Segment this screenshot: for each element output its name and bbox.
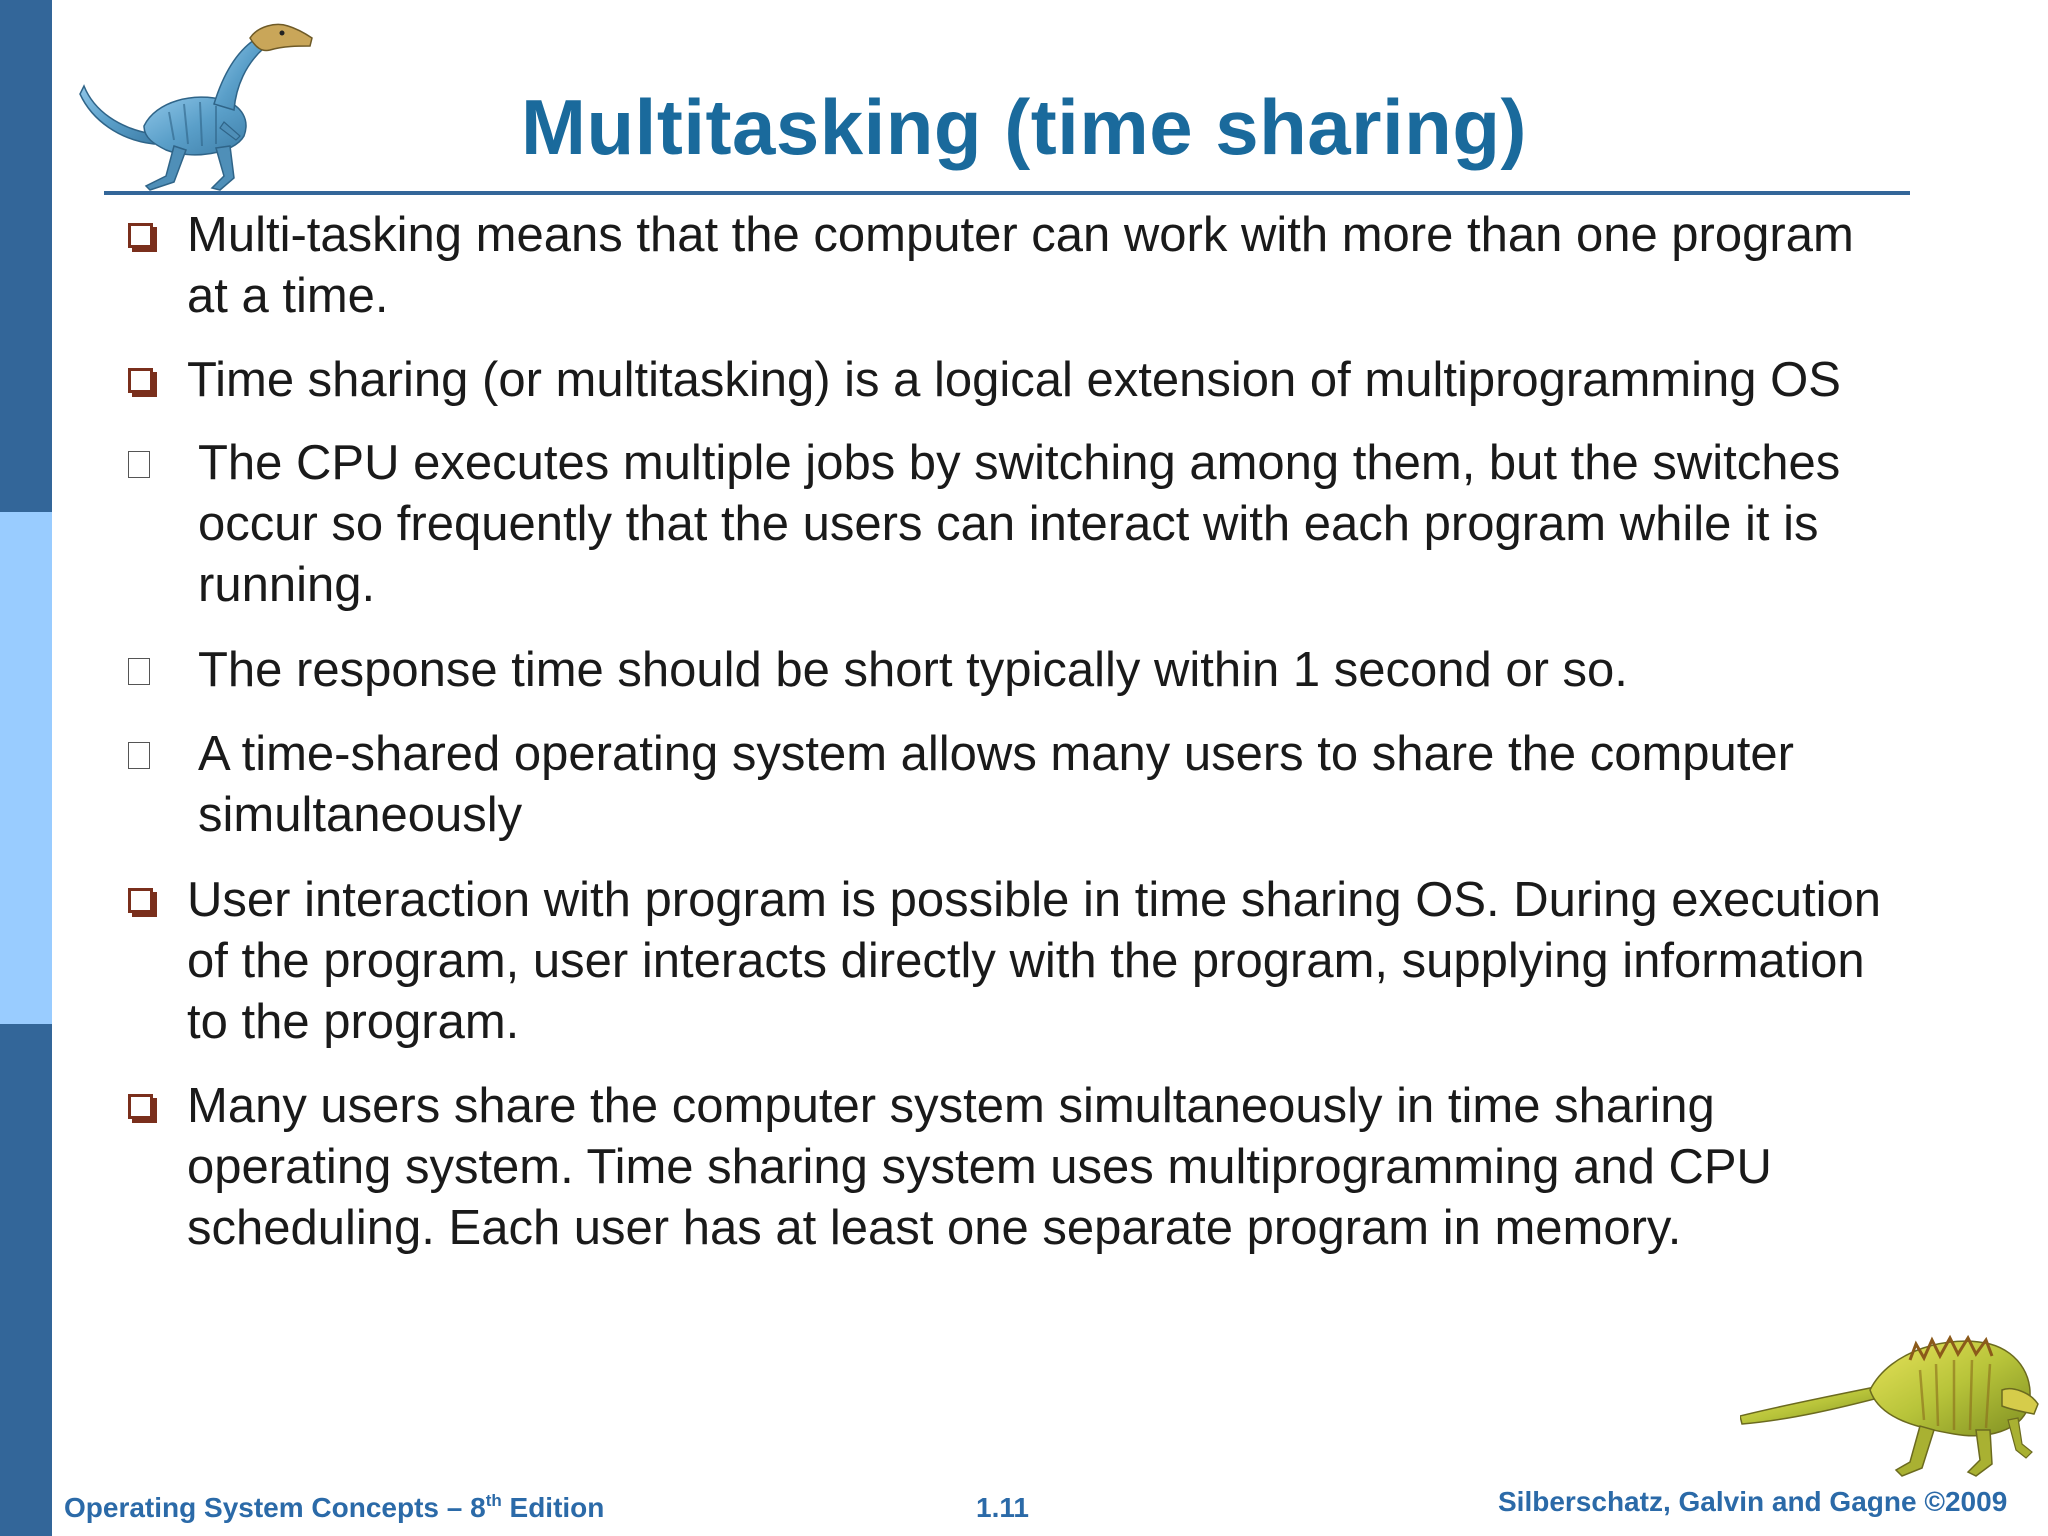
slide-title: Multitasking (time sharing) [521,83,1527,171]
bullet-marker-square [128,223,153,248]
bullet-line: operating system. Time sharing system uses multiprogramming and CPU [187,1140,1772,1194]
footer-edition-sup: th [485,1491,502,1510]
sub-bullet-marker [128,658,150,685]
bullet-item [187,350,1841,411]
bullet-line: A time-shared operating system allows many users to share the computer [198,727,1794,781]
footer-book-prefix: Operating System Concepts – 8 [64,1492,486,1523]
bullet-line: User interaction with program is possible in time sharing OS. During execution [187,873,1881,927]
bullet-line: The CPU executes multiple jobs by switching among them, but the switches [198,436,1841,490]
sub-bullet-item [198,724,1794,846]
bullet-line: running. [198,558,376,612]
bullet-line: of the program, user interacts directly with the program, supplying information [187,934,1865,988]
footer-authors: Silberschatz, Galvin and Gagne ©2009 [1498,1486,2008,1517]
bullet-item [187,870,1881,1053]
bullet-line: at a time. [187,269,389,323]
bullet-line: to the program. [187,995,520,1049]
bullet-line: Time sharing (or multitasking) is a logical extension of multiprogramming OS [187,353,1841,407]
bullet-item [187,205,1854,327]
bullet-line: Multi-tasking means that the computer can work with more than one program [187,208,1854,262]
bullet-item [187,1076,1772,1259]
bullet-line: scheduling. Each user has at least one separate program in memory. [187,1201,1682,1255]
bullet-line: occur so frequently that the users can interact with each program while it is [198,497,1819,551]
dinosaur-icon [1740,1330,2040,1480]
sub-bullet-item [198,640,1628,701]
bullet-marker-square [128,1094,153,1119]
footer-book-suffix: Edition [501,1492,605,1523]
bullet-marker-square [128,888,153,913]
page-number: 1.11 [976,1492,1029,1523]
sub-bullet-marker [128,742,150,769]
bullet-marker-square [128,368,153,393]
bullet-line: simultaneously [198,788,523,842]
bullet-line: The response time should be short typically within 1 second or so. [198,643,1628,697]
sub-bullet-item [198,433,1840,616]
sub-bullet-marker [128,451,150,478]
footer-book-title [64,1491,605,1523]
bullet-line: Many users share the computer system simultaneously in time sharing [187,1079,1715,1133]
